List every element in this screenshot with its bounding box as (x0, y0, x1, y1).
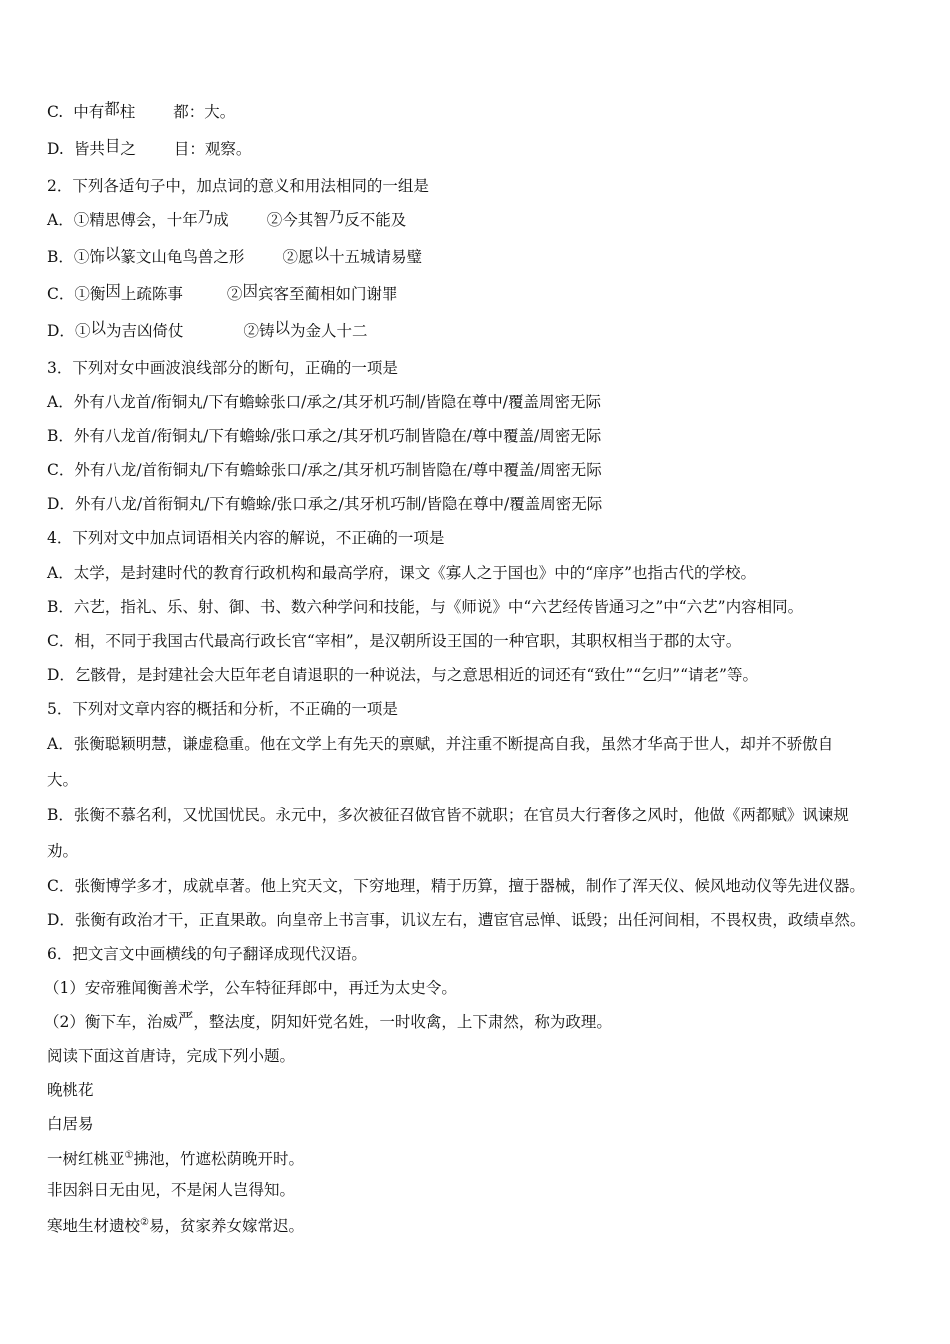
q2-option-d: D．①以为吉凶倚仗 ②铸以为金人十二 (47, 319, 368, 340)
q5-option-b-cont: 劝。 (47, 842, 79, 860)
poem-line-1: 一树红桃亚①拂池，竹遮松荫晚开时。 (47, 1150, 304, 1168)
q2-option-a: A．①精思傅会，十年乃成 ②今其智乃反不能及 (47, 208, 407, 229)
q4-option-b: B．六艺，指礼、乐、射、御、书、数六种学问和技能，与《师说》中“六艺经传皆通习之”中“六艺”内容相同。 (47, 598, 804, 616)
poem-intro: 阅读下面这首唐诗，完成下列小题。 (47, 1047, 296, 1065)
dotted-word: 目 (104, 137, 121, 155)
q5-option-c: C．张衡博学多才，成就卓著。他上究天文，下穷地理，精于历算，擅于器械，制作了浑天仪、候风地动仪等先进仪器。 (47, 877, 865, 895)
q4-option-c: C．相，不同于我国古代最高行政长官“宰相”，是汉朝所设王国的一种官职，其职权相当于郡的太守。 (47, 632, 742, 650)
q5-option-a: A．张衡聪颖明慧，谦虚稳重。他在文学上有先天的禀赋，并注重不断提高自我，虽然才华高于世人，却并不骄傲自 (47, 735, 834, 753)
q3-option-d: D．外有八龙/首衔铜丸/下有蟾蜍/张口承之/其牙机巧制/皆隐在尊中/覆盖周密无际 (47, 495, 603, 513)
q3-option-a: A．外有八龙首/衔铜丸/下有蟾蜍张口/承之/其牙机巧制/皆隐在尊中/覆盖周密无际 (47, 393, 602, 411)
q3-option-b: B．外有八龙首/衔铜丸/下有蟾蜍/张口承之/其牙机巧制皆隐在/尊中覆盖/周密无际 (47, 427, 602, 445)
q1-option-c: C. 中有都柱 都：大。 (47, 100, 236, 121)
q2-stem: 2．下列各适句子中，加点词的意义和用法相同的一组是 (47, 177, 429, 195)
q4-stem: 4．下列对文中加点词语相关内容的解说，不正确的一项是 (47, 529, 445, 547)
q4-option-a: A．太学，是封建时代的教育行政机构和最高学府，课文《寡人之于国也》中的“庠序”也指古代的学校。 (47, 564, 757, 582)
q5-option-b: B．张衡不慕名利，又忧国忧民。永元中，多次被征召做官皆不就职；在官员大行奢侈之风时，他做《两都赋》讽谏规 (47, 806, 849, 824)
dotted-word: 都 (104, 100, 120, 118)
q2-option-b: B．①饰以篆文山龟鸟兽之形 ②愿以十五城请易璧 (47, 245, 422, 266)
q5-option-d: D．张衡有政治才干，正直果敢。向皇帝上书言事，讥议左右，遭宦官忌惮、诋毁；出任河间相，不畏权贵，政绩卓然。 (47, 911, 866, 929)
q6-sentence-2: （2）衡下车，治威严，整法度，阴知奸党名姓，一时收禽，上下肃然，称为政理。 (44, 1010, 612, 1031)
footnote-marker: ① (124, 1150, 134, 1161)
q2-option-c: C．①衡因上疏陈事 ②因宾客至蔺相如门谢罪 (47, 282, 398, 303)
q4-option-d: D．乞骸骨，是封建社会大臣年老自请退职的一种说法，与之意思相近的词还有“致仕”“乞归”“请老”等。 (47, 666, 758, 684)
q3-stem: 3．下列对女中画波浪线部分的断句，正确的一项是 (47, 359, 398, 377)
poem-title: 晚桃花 (47, 1081, 94, 1099)
q6-stem: 6．把文言文中画横线的句子翻译成现代汉语。 (47, 945, 367, 963)
q3-option-c: C．外有八龙/首衔铜丸/下有蟾蜍张口/承之/其牙机巧制皆隐在/尊中覆盖/周密无际 (47, 461, 602, 479)
q5-option-a-cont: 大。 (47, 771, 79, 789)
poem-line-2: 非因斜日无由见，不是闲人岂得知。 (47, 1181, 296, 1199)
poem-line-3: 寒地生材遗校②易，贫家养女嫁常迟。 (47, 1217, 304, 1235)
footnote-marker: ② (140, 1217, 149, 1228)
q6-sentence-1: （1）安帝雅闻衡善术学，公车特征拜郎中，再迁为太史令。 (44, 979, 457, 997)
poem-author: 白居易 (47, 1115, 94, 1133)
q1-option-d: D. 皆共目之 目：观察。 (47, 137, 252, 158)
q5-stem: 5．下列对文章内容的概括和分析，不正确的一项是 (47, 700, 398, 718)
